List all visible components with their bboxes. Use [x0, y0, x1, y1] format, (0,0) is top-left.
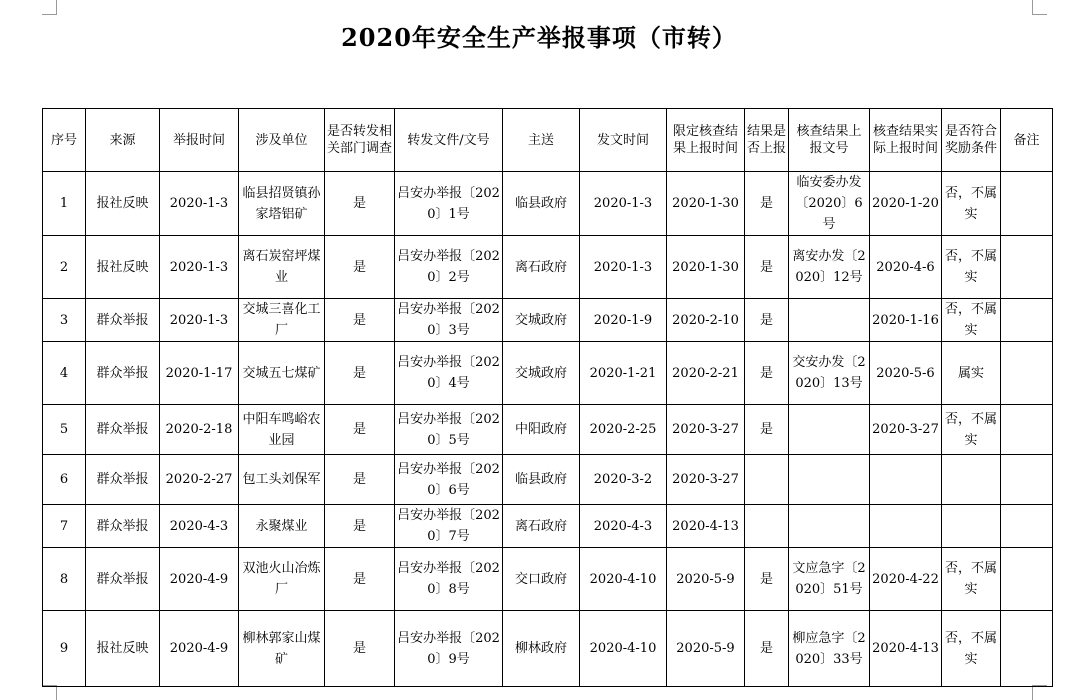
- cell-result-doc-no: 交安办发〔2020〕13号: [789, 342, 870, 405]
- header-forwarded: 是否转发相关部门调查: [325, 109, 395, 172]
- cell-forwarded: 是: [325, 405, 395, 455]
- cell-recipient: 临县政府: [503, 455, 580, 505]
- cell-entity: 柳林郭家山煤矿: [239, 611, 325, 687]
- table-row: [43, 505, 1053, 548]
- header-report-date: 举报时间: [160, 109, 239, 172]
- cell-entity: 交城五七煤矿: [239, 342, 325, 405]
- cell-remarks: [1001, 299, 1053, 342]
- cell-forwarded: 是: [325, 505, 395, 548]
- cell-entity: 临县招贤镇孙家塔铝矿: [239, 172, 325, 236]
- cell-source: 报社反映: [86, 172, 160, 236]
- cell-recipient: 交城政府: [503, 342, 580, 405]
- cell-result-reported: [745, 505, 789, 548]
- header-entity: 涉及单位: [239, 109, 325, 172]
- cell-actual-report-date: 2020-4-13: [870, 611, 942, 687]
- cell-result-reported: 是: [745, 405, 789, 455]
- cell-issue-date: 2020-4-10: [580, 611, 667, 687]
- cell-actual-report-date: [870, 455, 942, 505]
- table-row: [43, 236, 1053, 299]
- cell-seq: 8: [43, 548, 86, 611]
- cell-result-reported: 是: [745, 236, 789, 299]
- cell-forwarded: 是: [325, 548, 395, 611]
- cell-reward-eligible: 否，不属实: [942, 405, 1001, 455]
- cell-result-doc-no: [789, 405, 870, 455]
- cell-recipient: 交口政府: [503, 548, 580, 611]
- cell-seq: 6: [43, 455, 86, 505]
- crop-mark-bottom-left: [42, 685, 57, 700]
- document-title: 2020年安全生产举报事项（市转）: [341, 23, 737, 52]
- cell-document-no: 吕安办举报〔2020〕2号: [395, 236, 503, 299]
- header-remarks: 备注: [1001, 109, 1053, 172]
- cell-document-no: 吕安办举报〔2020〕3号: [395, 299, 503, 342]
- cell-report-date: 2020-1-17: [160, 342, 239, 405]
- crop-mark-bottom-right: [1032, 685, 1047, 700]
- cell-forwarded: 是: [325, 172, 395, 236]
- cell-seq: 3: [43, 299, 86, 342]
- cell-entity: 离石炭窑坪煤业: [239, 236, 325, 299]
- cell-reward-eligible: [942, 505, 1001, 548]
- table-row: [43, 172, 1053, 236]
- cell-result-doc-no: [789, 299, 870, 342]
- cell-deadline: 2020-2-10: [667, 299, 745, 342]
- cell-report-date: 2020-2-18: [160, 405, 239, 455]
- cell-remarks: [1001, 455, 1053, 505]
- header-deadline: 限定核查结果上报时间: [667, 109, 745, 172]
- cell-remarks: [1001, 342, 1053, 405]
- cell-reward-eligible: [942, 455, 1001, 505]
- cell-recipient: 离石政府: [503, 236, 580, 299]
- cell-source: 群众举报: [86, 342, 160, 405]
- cell-entity: 包工头刘保军: [239, 455, 325, 505]
- cell-source: 报社反映: [86, 236, 160, 299]
- cell-entity: 交城三喜化工厂: [239, 299, 325, 342]
- cell-forwarded: 是: [325, 611, 395, 687]
- cell-seq: 1: [43, 172, 86, 236]
- cell-document-no: 吕安办举报〔2020〕7号: [395, 505, 503, 548]
- cell-report-date: 2020-2-27: [160, 455, 239, 505]
- cell-source: 群众举报: [86, 405, 160, 455]
- cell-reward-eligible: 否，不属实: [942, 611, 1001, 687]
- cell-document-no: 吕安办举报〔2020〕5号: [395, 405, 503, 455]
- cell-document-no: 吕安办举报〔2020〕9号: [395, 611, 503, 687]
- cell-remarks: [1001, 548, 1053, 611]
- cell-recipient: 临县政府: [503, 172, 580, 236]
- cell-reward-eligible: 否，不属实: [942, 172, 1001, 236]
- cell-forwarded: 是: [325, 236, 395, 299]
- cell-recipient: 离石政府: [503, 505, 580, 548]
- header-source: 来源: [86, 109, 160, 172]
- cell-deadline: 2020-1-30: [667, 236, 745, 299]
- cell-recipient: 中阳政府: [503, 405, 580, 455]
- cell-report-date: 2020-4-9: [160, 548, 239, 611]
- table-row: [43, 611, 1053, 687]
- report-table: [42, 108, 1053, 687]
- header-document-no: 转发文件/文号: [395, 109, 503, 172]
- header-result-reported: 结果是否上报: [745, 109, 789, 172]
- cell-actual-report-date: 2020-3-27: [870, 405, 942, 455]
- cell-document-no: 吕安办举报〔2020〕4号: [395, 342, 503, 405]
- cell-actual-report-date: 2020-1-16: [870, 299, 942, 342]
- cell-deadline: 2020-5-9: [667, 611, 745, 687]
- cell-issue-date: 2020-3-2: [580, 455, 667, 505]
- cell-result-reported: 是: [745, 342, 789, 405]
- header-seq: 序号: [43, 109, 86, 172]
- cell-result-doc-no: 离安办发〔2020〕12号: [789, 236, 870, 299]
- table-row: [43, 405, 1053, 455]
- cell-remarks: [1001, 611, 1053, 687]
- cell-deadline: 2020-1-30: [667, 172, 745, 236]
- cell-issue-date: 2020-1-3: [580, 236, 667, 299]
- cell-result-reported: 是: [745, 611, 789, 687]
- cell-forwarded: 是: [325, 342, 395, 405]
- header-issue-date: 发文时间: [580, 109, 667, 172]
- cell-actual-report-date: 2020-4-6: [870, 236, 942, 299]
- cell-document-no: 吕安办举报〔2020〕1号: [395, 172, 503, 236]
- cell-remarks: [1001, 236, 1053, 299]
- table-header-row: [43, 109, 1053, 172]
- cell-actual-report-date: 2020-5-6: [870, 342, 942, 405]
- cell-actual-report-date: 2020-1-20: [870, 172, 942, 236]
- cell-issue-date: 2020-2-25: [580, 405, 667, 455]
- cell-remarks: [1001, 405, 1053, 455]
- cell-seq: 4: [43, 342, 86, 405]
- cell-remarks: [1001, 505, 1053, 548]
- cell-result-reported: [745, 455, 789, 505]
- cell-result-reported: 是: [745, 172, 789, 236]
- cell-report-date: 2020-1-3: [160, 299, 239, 342]
- cell-report-date: 2020-1-3: [160, 236, 239, 299]
- cell-seq: 2: [43, 236, 86, 299]
- cell-report-date: 2020-4-9: [160, 611, 239, 687]
- cell-source: 报社反映: [86, 611, 160, 687]
- cell-forwarded: 是: [325, 299, 395, 342]
- cell-result-doc-no: 文应急字〔2020〕51号: [789, 548, 870, 611]
- cell-entity: 永聚煤业: [239, 505, 325, 548]
- cell-forwarded: 是: [325, 455, 395, 505]
- cell-result-reported: 是: [745, 548, 789, 611]
- cell-deadline: 2020-4-13: [667, 505, 745, 548]
- cell-reward-eligible: 否，不属实: [942, 236, 1001, 299]
- cell-report-date: 2020-1-3: [160, 172, 239, 236]
- cell-reward-eligible: 否，不属实: [942, 299, 1001, 342]
- cell-issue-date: 2020-1-3: [580, 172, 667, 236]
- cell-deadline: 2020-2-21: [667, 342, 745, 405]
- cell-entity: 双池火山冶炼厂: [239, 548, 325, 611]
- cell-entity: 中阳车鸣峪农业园: [239, 405, 325, 455]
- table-row: [43, 548, 1053, 611]
- cell-issue-date: 2020-4-3: [580, 505, 667, 548]
- header-actual-report-date: 核查结果实际上报时间: [870, 109, 942, 172]
- cell-reward-eligible: 否，不属实: [942, 548, 1001, 611]
- cell-issue-date: 2020-1-21: [580, 342, 667, 405]
- cell-reward-eligible: 属实: [942, 342, 1001, 405]
- table-body: [43, 172, 1053, 687]
- cell-recipient: 交城政府: [503, 299, 580, 342]
- table-row: [43, 299, 1053, 342]
- header-recipient: 主送: [503, 109, 580, 172]
- cell-source: 群众举报: [86, 455, 160, 505]
- cell-deadline: 2020-3-27: [667, 405, 745, 455]
- cell-seq: 7: [43, 505, 86, 548]
- cell-recipient: 柳林政府: [503, 611, 580, 687]
- cell-source: 群众举报: [86, 548, 160, 611]
- header-reward-eligible: 是否符合奖励条件: [942, 109, 1001, 172]
- cell-source: 群众举报: [86, 299, 160, 342]
- crop-mark-top-right: [1032, 0, 1047, 15]
- cell-deadline: 2020-5-9: [667, 548, 745, 611]
- cell-result-doc-no: [789, 505, 870, 548]
- cell-seq: 5: [43, 405, 86, 455]
- cell-seq: 9: [43, 611, 86, 687]
- cell-document-no: 吕安办举报〔2020〕8号: [395, 548, 503, 611]
- cell-result-reported: 是: [745, 299, 789, 342]
- table-row: [43, 342, 1053, 405]
- cell-source: 群众举报: [86, 505, 160, 548]
- cell-issue-date: 2020-1-9: [580, 299, 667, 342]
- cell-result-doc-no: 临安委办发〔2020〕6号: [789, 172, 870, 236]
- cell-remarks: [1001, 172, 1053, 236]
- cell-actual-report-date: [870, 505, 942, 548]
- header-result-doc-no: 核查结果上报文号: [789, 109, 870, 172]
- cell-document-no: 吕安办举报〔2020〕6号: [395, 455, 503, 505]
- cell-result-doc-no: [789, 455, 870, 505]
- cell-report-date: 2020-4-3: [160, 505, 239, 548]
- crop-mark-top-left: [42, 0, 57, 15]
- table-row: [43, 455, 1053, 505]
- cell-issue-date: 2020-4-10: [580, 548, 667, 611]
- cell-actual-report-date: 2020-4-22: [870, 548, 942, 611]
- cell-result-doc-no: 柳应急字〔2020〕33号: [789, 611, 870, 687]
- cell-deadline: 2020-3-27: [667, 455, 745, 505]
